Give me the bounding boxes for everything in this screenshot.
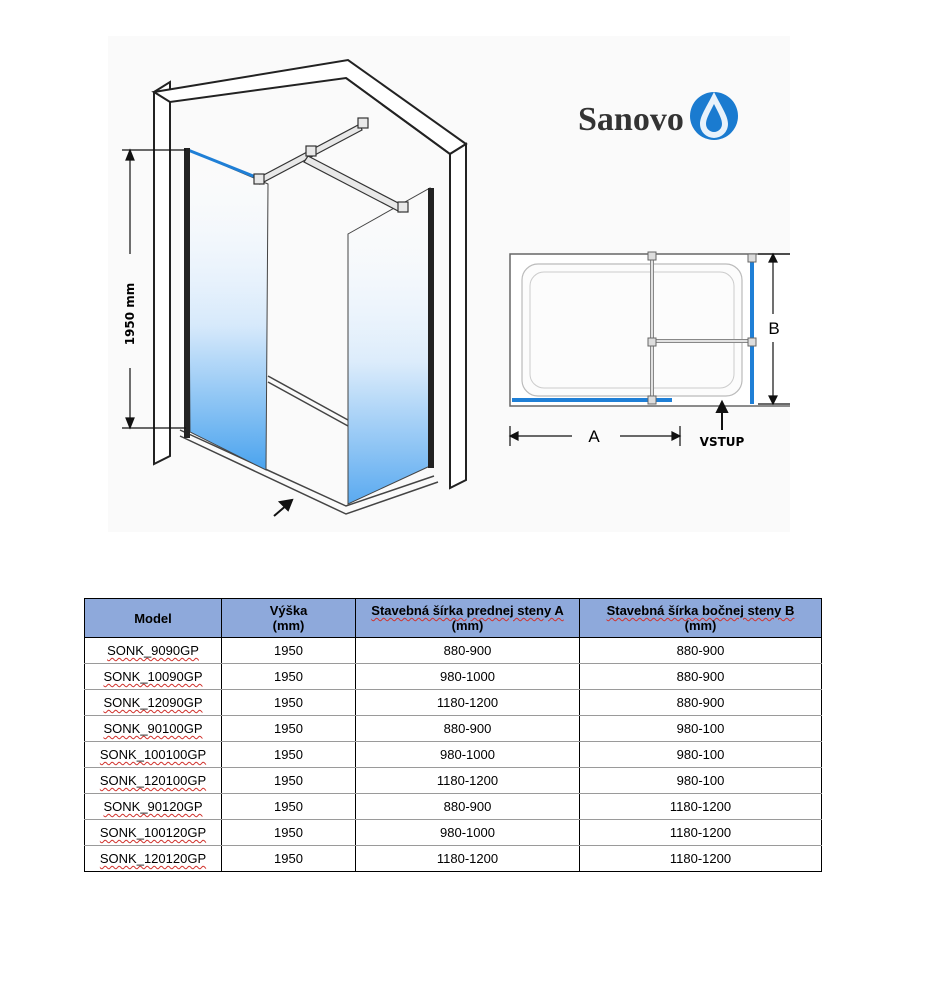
table-row	[85, 664, 822, 690]
cell-side-width: 1180-1200	[580, 820, 822, 846]
plan-label-b: B	[768, 319, 780, 338]
cell-height: 1950	[222, 638, 356, 664]
entry-arrow-3d	[274, 500, 292, 516]
front-glass-panel	[184, 148, 268, 470]
spec-table	[84, 598, 822, 872]
header-height: Výška (mm)	[222, 599, 356, 638]
cell-model: SONK_12090GP	[85, 690, 222, 716]
cell-front-width: 880-900	[356, 716, 580, 742]
cell-side-width: 880-900	[580, 664, 822, 690]
cell-front-width: 980-1000	[356, 820, 580, 846]
entry-label: VSTUP	[699, 435, 745, 449]
cell-model: SONK_90100GP	[85, 716, 222, 742]
cell-model: SONK_9090GP	[85, 638, 222, 664]
cell-height: 1950	[222, 742, 356, 768]
cell-front-width: 1180-1200	[356, 768, 580, 794]
header-model: Model	[85, 599, 222, 638]
header-front-width: Stavebná šírka prednej steny A (mm)	[356, 599, 580, 638]
table-row	[85, 820, 822, 846]
cell-height: 1950	[222, 846, 356, 872]
cell-model: SONK_90120GP	[85, 794, 222, 820]
table-row	[85, 638, 822, 664]
cell-front-width: 1180-1200	[356, 846, 580, 872]
table-header-row	[85, 599, 822, 638]
table-row	[85, 846, 822, 872]
cell-height: 1950	[222, 794, 356, 820]
cell-front-width: 980-1000	[356, 664, 580, 690]
plan-label-a: A	[588, 427, 600, 446]
cell-side-width: 1180-1200	[580, 846, 822, 872]
cell-front-width: 1180-1200	[356, 690, 580, 716]
table-row	[85, 742, 822, 768]
cell-side-width: 980-100	[580, 768, 822, 794]
sanovo-logo	[566, 78, 750, 154]
table-row	[85, 690, 822, 716]
cell-model: SONK_120120GP	[85, 846, 222, 872]
cell-model: SONK_10090GP	[85, 664, 222, 690]
cell-height: 1950	[222, 690, 356, 716]
table-row	[85, 794, 822, 820]
logo-graphic	[566, 78, 750, 154]
side-glass-panel	[348, 188, 434, 504]
cell-front-width: 980-1000	[356, 742, 580, 768]
cell-height: 1950	[222, 664, 356, 690]
table-row	[85, 716, 822, 742]
table-row	[85, 768, 822, 794]
cell-side-width: 880-900	[580, 690, 822, 716]
header-side-width: Stavebná šírka bočnej steny B (mm)	[580, 599, 822, 638]
cell-model: SONK_100100GP	[85, 742, 222, 768]
cell-model: SONK_100120GP	[85, 820, 222, 846]
cell-front-width: 880-900	[356, 638, 580, 664]
plan-view	[510, 252, 790, 406]
cell-side-width: 880-900	[580, 638, 822, 664]
logo-text: Sanovo	[578, 101, 684, 138]
cell-height: 1950	[222, 820, 356, 846]
cell-model: SONK_120100GP	[85, 768, 222, 794]
cell-side-width: 980-100	[580, 742, 822, 768]
height-label: 1950 mm	[123, 282, 137, 346]
support-bars	[254, 118, 408, 212]
cell-front-width: 880-900	[356, 794, 580, 820]
cell-height: 1950	[222, 716, 356, 742]
cell-side-width: 980-100	[580, 716, 822, 742]
cell-side-width: 1180-1200	[580, 794, 822, 820]
cell-height: 1950	[222, 768, 356, 794]
